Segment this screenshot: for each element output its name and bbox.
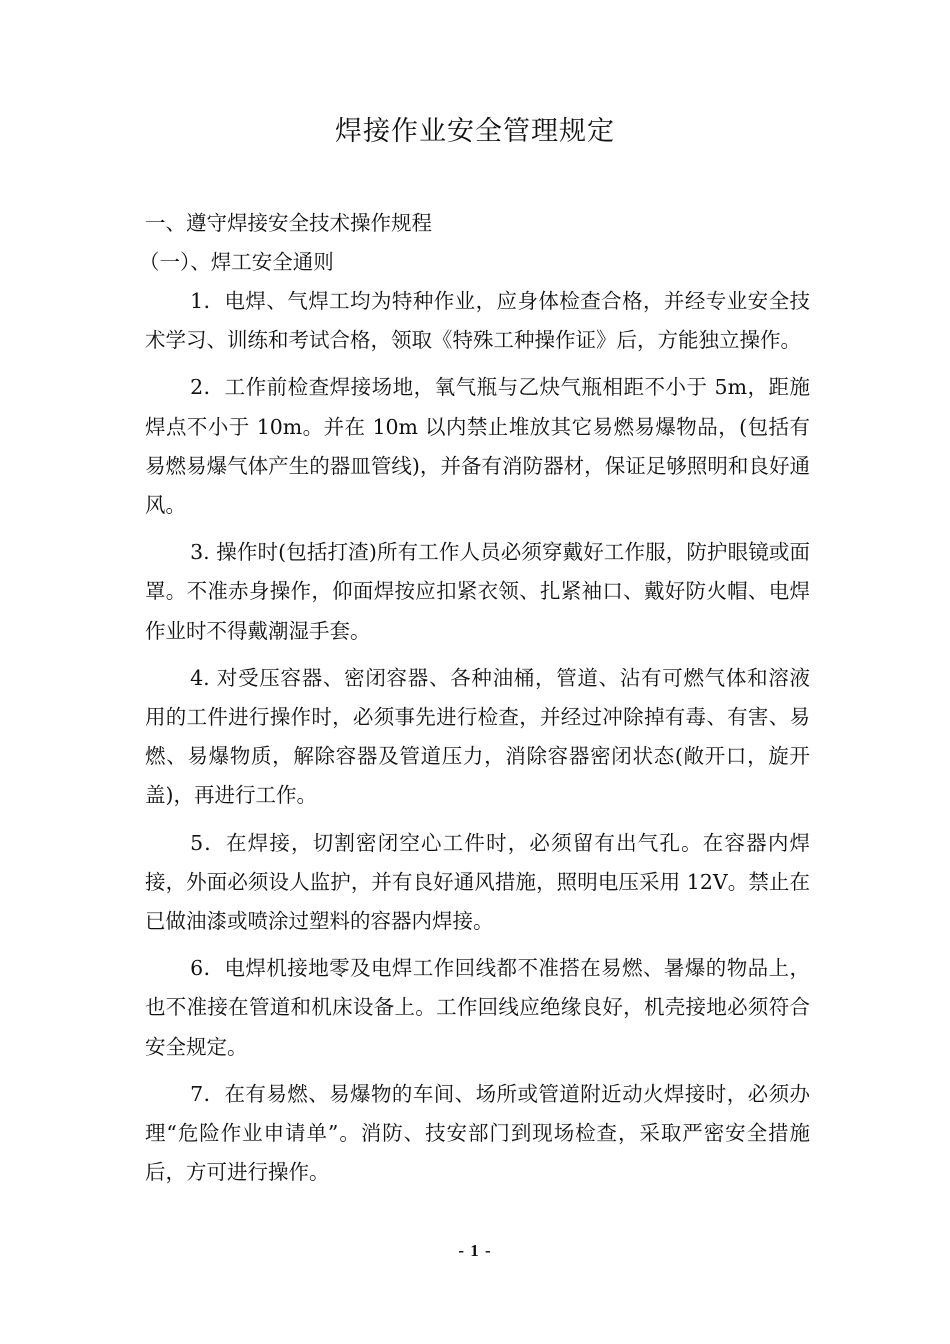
paragraph-5: 5．在焊接，切割密闭空心工件时，必须留有出气孔。在容器内焊接，外面必须设人监护，并有良好通风措施，照明电压采用 12V。禁止在已做油漆或喷涂过塑料的容器内焊接。	[145, 830, 810, 934]
paragraph-2: 2．工作前检查焊接场地，氧气瓶与乙炔气瓶相距不小于 5m，距施焊点不小于 10m。并在 10m 以内禁止堆放其它易燃易爆物品，(包括有易燃易爆气体产生的器皿管线)，并备有消防器材，保证足够照明和良好通风。	[145, 375, 810, 518]
paragraph-3: 3. 操作时(包括打渣)所有工作人员必须穿戴好工作服，防护眼镜或面罩。不准赤身操作，仰面焊按应扣紧衣领、扎紧袖口、戴好防火帽、电焊作业时不得戴潮湿手套。	[145, 540, 810, 643]
page-number: - 1 -	[458, 1241, 492, 1260]
section-heading: 一、遵守焊接安全技术操作规程	[145, 211, 432, 235]
paragraph-7: 7．在有易燃、易爆物的车间、场所或管道附近动火焊接时，必须办理“危险作业申请单”。消防、技安部门到现场检查，采取严密安全措施后，方可进行操作。	[145, 1081, 810, 1185]
paragraph-1: 1．电焊、气焊工均为特种作业，应身体检查合格，并经专业安全技术学习、训练和考试合格，领取《特殊工种操作证》后，方能独立操作。	[145, 289, 810, 353]
subsection-heading: （一）、焊工安全通则	[139, 250, 334, 274]
paragraph-4: 4. 对受压容器、密闭容器、各种油桶，管道、沾有可燃气体和溶液用的工件进行操作时，必须事先进行检查，并经过冲除掉有毒、有害、易燃、易爆物质，解除容器及管道压力，消除容器密闭状态(敞开口，旋开盖)，再进行工作。	[145, 665, 810, 808]
paragraph-6: 6．电焊机接地零及电焊工作回线都不准搭在易燃、暑爆的物品上，也不准接在管道和机床设备上。工作回线应绝缘良好，机壳接地必须符合安全规定。	[145, 956, 810, 1059]
document-title: 焊接作业安全管理规定	[335, 116, 615, 147]
document-body	[139, 204, 810, 1200]
